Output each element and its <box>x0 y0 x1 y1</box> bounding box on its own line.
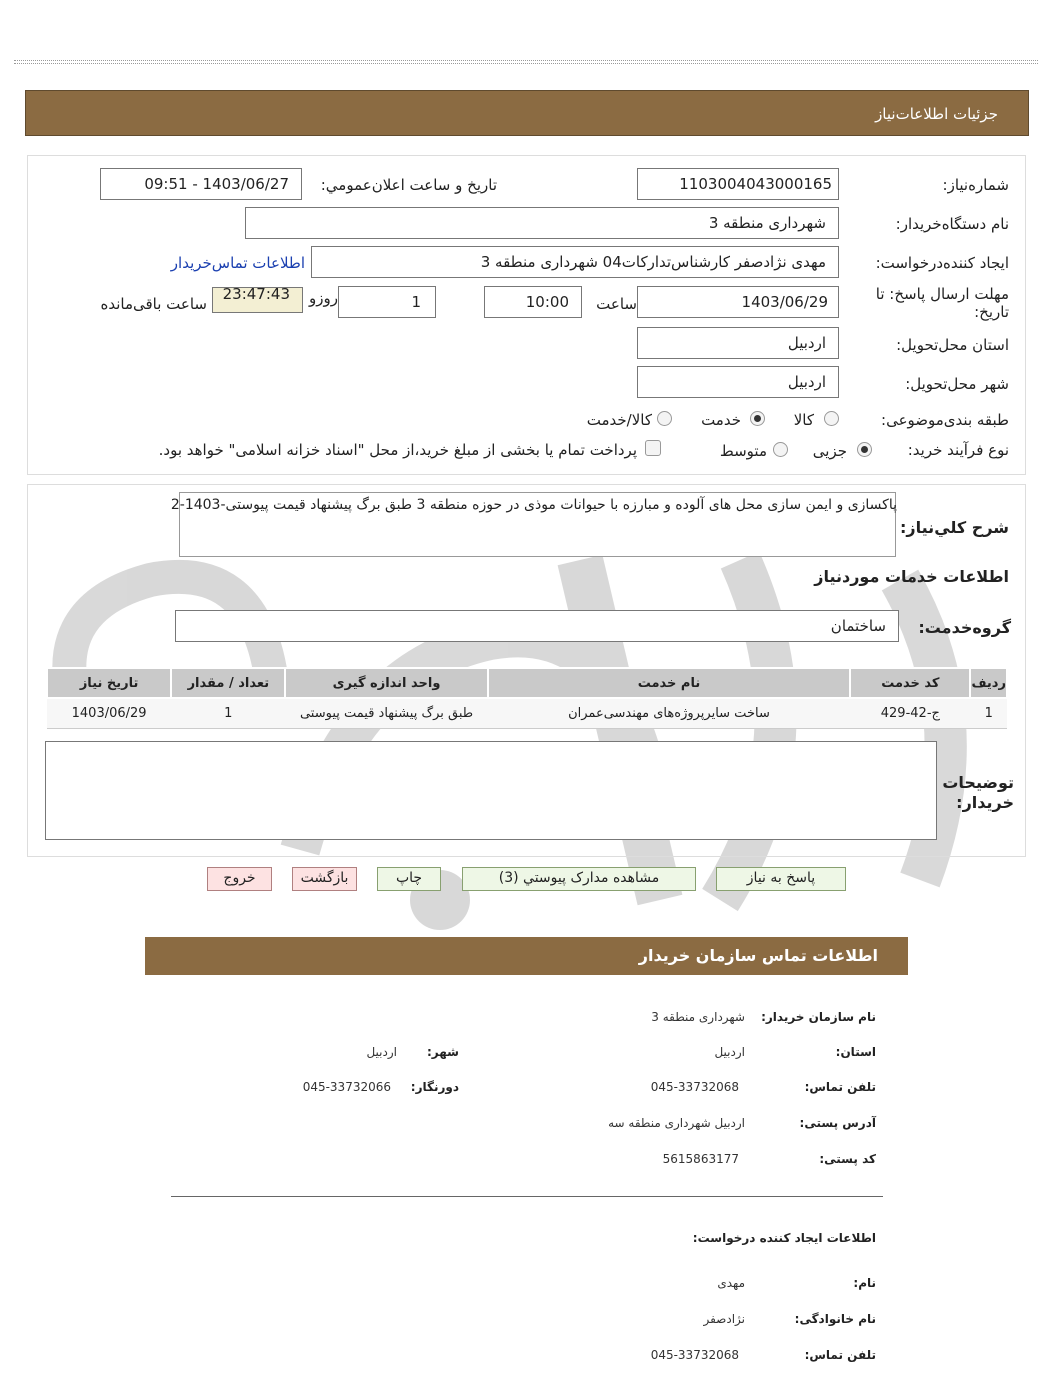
announce-date-field: 1403/06/27 - 09:51 <box>100 168 302 200</box>
contact-phone-label: تلفن تماس: <box>804 1080 876 1094</box>
org-value: شهرداری منطقه 3 <box>651 1010 745 1024</box>
services-section-title: اطلاعات خدمات موردنیاز <box>814 567 1009 586</box>
service-group-label: گروه‌خدمت: <box>918 618 1011 637</box>
province-field: اردبیل <box>637 327 839 359</box>
col-unit: واحد اندازه گیری <box>285 668 487 698</box>
contact-title: اطلاعات تماس سازمان خریدار <box>638 946 878 965</box>
back-button[interactable]: بازگشت <box>292 867 357 891</box>
remaining-label: ساعت باقی‌مانده <box>100 295 207 313</box>
city-field: اردبیل <box>637 366 839 398</box>
creator-name-value: مهدی <box>717 1276 745 1290</box>
creator-phone-label: تلفن تماس: <box>804 1348 876 1362</box>
category-radio-service[interactable] <box>750 411 765 426</box>
contact-phone-value: 045-33732068 <box>650 1080 739 1094</box>
col-service-name: نام خدمت <box>488 668 851 698</box>
city-label: شهر محل‌تحویل: <box>905 375 1009 393</box>
contact-fax-value: 045-33732066 <box>302 1080 391 1094</box>
reply-button[interactable]: پاسخ به نیاز <box>716 867 846 891</box>
deadline-date-field: 1403/06/29 <box>637 286 839 318</box>
creator-phone-value: 045-33732068 <box>650 1348 739 1362</box>
contact-address-value: اردبیل شهرداری منطقه سه <box>608 1116 745 1130</box>
category-option-goods: کالا <box>793 411 814 429</box>
process-radio-minor[interactable] <box>857 442 872 457</box>
services-table-header <box>47 668 1007 698</box>
contact-divider <box>171 1196 883 1197</box>
contact-city-value: اردبیل <box>366 1045 397 1059</box>
creator-label: ایجاد کننده‌درخواست: <box>875 254 1009 272</box>
description-textarea[interactable]: پاکسازی و ایمن سازی محل های آلوده و مبارزه با حیوانات موذی در حوزه منطقه 3 طبق برگ پیشنهاد قیمت پیوستی-1403-2 <box>179 492 896 557</box>
process-label: نوع فرآیند خرید: <box>907 441 1009 459</box>
org-label: نام سازمان خریدار: <box>761 1010 876 1024</box>
need-number-label: شماره‌نیاز: <box>942 176 1009 194</box>
creator-family-label: نام خانوادگی: <box>794 1312 876 1326</box>
cell-quantity: 1 <box>171 698 285 728</box>
exit-button[interactable]: خروج <box>207 867 272 891</box>
col-service-code: کد خدمت <box>850 668 970 698</box>
cell-row: 1 <box>970 698 1007 728</box>
days-field: 1 <box>338 286 436 318</box>
buyer-notes-label: توضیحات خریدار: <box>942 773 1014 812</box>
contact-city-label: شهر: <box>427 1045 459 1059</box>
contact-province-value: اردبیل <box>714 1045 745 1059</box>
cell-need-date: 1403/06/29 <box>47 698 171 728</box>
province-label: استان محل‌تحویل: <box>896 336 1009 354</box>
buyer-label: نام دستگاه‌خریدار: <box>895 215 1009 233</box>
cell-service-code: ج-42-429 <box>850 698 970 728</box>
contact-fax-label: دورنگار: <box>410 1080 459 1094</box>
contact-address-label: آدرس پستی: <box>799 1116 876 1130</box>
service-group-field: ساختمان <box>175 610 899 642</box>
table-row <box>47 698 1007 728</box>
process-option-minor: جزیی <box>812 442 847 460</box>
page-title: جزئیات اطلاعات‌نیاز <box>875 105 998 123</box>
top-divider <box>14 60 1038 64</box>
time-label: ساعت <box>596 295 637 313</box>
category-option-service: خدمت <box>701 411 741 429</box>
category-label: طبقه بندی‌موضوعی: <box>881 411 1009 429</box>
creator-info-title: اطلاعات ایجاد کننده درخواست: <box>692 1231 876 1245</box>
buyer-contact-link[interactable]: اطلاعات تماس‌خریدار <box>170 254 305 272</box>
print-button[interactable]: چاپ <box>377 867 441 891</box>
creator-family-value: نژادصفر <box>703 1312 745 1326</box>
treasury-payment-note: پرداخت تمام یا بخشی از مبلغ خرید،از محل "اسناد خزانه اسلامی" خواهد بود. <box>158 441 637 459</box>
deadline-label: مهلت ارسال پاسخ: تا تاریخ: <box>875 285 1009 321</box>
contact-postal-label: کد پستی: <box>819 1152 876 1166</box>
process-option-medium: متوسط <box>719 442 767 460</box>
process-radio-medium[interactable] <box>773 442 788 457</box>
contact-province-label: استان: <box>835 1045 876 1059</box>
col-need-date: تاریخ نیاز <box>47 668 171 698</box>
announce-date-label: تاريخ و ساعت اعلان‌عمومي: <box>320 176 497 194</box>
buyer-field: شهرداری منطقه 3 <box>245 207 839 239</box>
need-number-field: 1103004043000165 <box>637 168 839 200</box>
creator-field: مهدی نژادصفر کارشناس‌تدارکات04 شهرداری منطقه 3 <box>311 246 839 278</box>
contact-header <box>145 937 908 975</box>
cell-service-name: ساخت سایرپروژه‌های مهندسی‌عمران <box>488 698 851 728</box>
col-row: ردیف <box>970 668 1007 698</box>
deadline-time-field: 10:00 <box>484 286 582 318</box>
cell-unit: طبق برگ پیشنهاد قیمت پیوستی <box>285 698 487 728</box>
days-label: روزو <box>309 289 338 307</box>
category-radio-goods-service[interactable] <box>657 411 672 426</box>
category-option-goods-service: کالا/خدمت <box>586 411 652 429</box>
services-table <box>46 667 1008 729</box>
treasury-payment-checkbox[interactable] <box>645 440 661 456</box>
creator-name-label: نام: <box>853 1276 876 1290</box>
contact-postal-value: 5615863177 <box>662 1152 739 1166</box>
page-header <box>25 90 1029 136</box>
col-quantity: تعداد / مقدار <box>171 668 285 698</box>
description-label: شرح کلي‌نیاز: <box>900 518 1009 537</box>
buyer-notes-textarea[interactable] <box>45 741 937 840</box>
view-attachments-button[interactable]: مشاهده مدارک پیوستي (3) <box>462 867 696 891</box>
category-radio-goods[interactable] <box>824 411 839 426</box>
remaining-time-field: 23:47:43 <box>212 287 303 313</box>
